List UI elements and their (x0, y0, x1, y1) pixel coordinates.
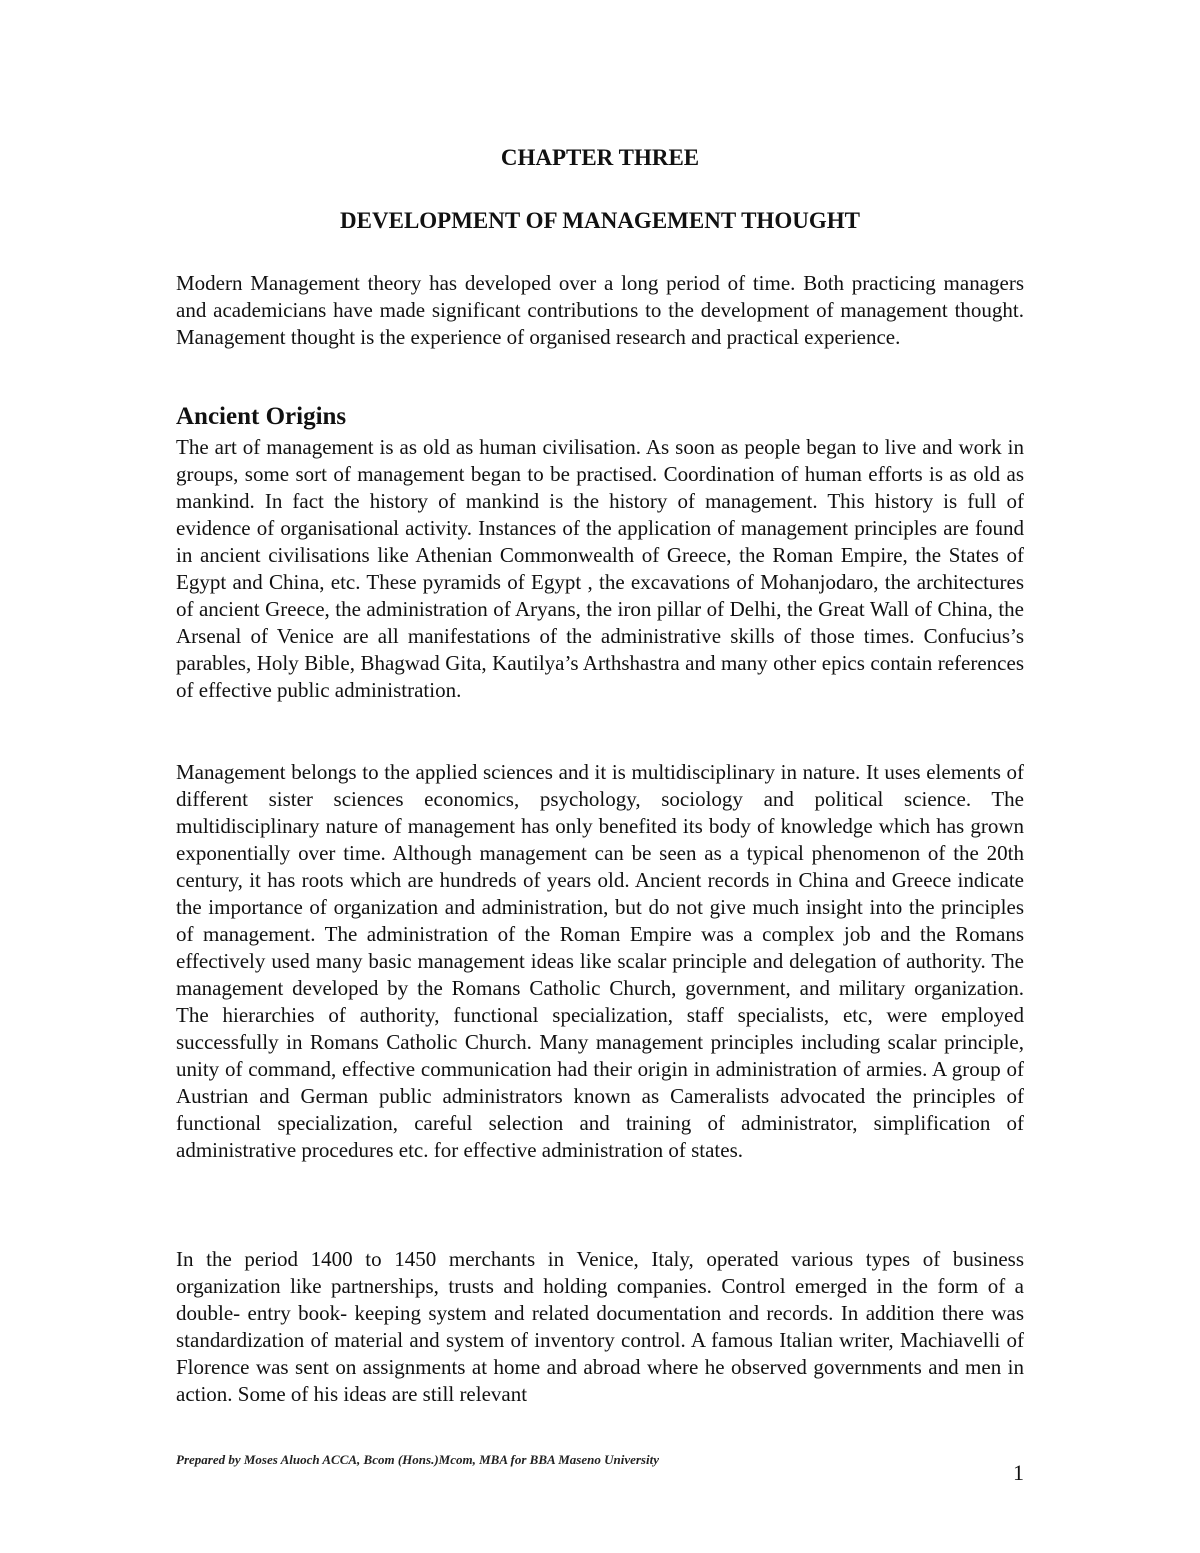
document-page (176, 0, 1024, 1553)
body-paragraph: In the period 1400 to 1450 merchants in Venice, Italy, operated various types of business organization like partnerships, trusts and holding companies. Control emerged in the form of a double- entry book- keeping system and related documentation and records. In addition there was standardization of material and system of inventory control. A famous Italian writer, Machiavelli of Florence was sent on assignments at home and abroad where he observed governments and men in action. Some of his ideas are still relevant (176, 1247, 1024, 1406)
document-title: DEVELOPMENT OF MANAGEMENT THOUGHT (340, 208, 860, 233)
chapter-title: CHAPTER THREE (500, 145, 700, 170)
intro-paragraph: Modern Management theory has developed over a long period of time. Both practicing managers and academicians have made significant contributions to the development of management thought. Management thought is the experience of organised research and practical experience. (176, 271, 1024, 349)
page-number: 1 (1013, 1460, 1024, 1485)
body-paragraph: Management belongs to the applied sciences and it is multidisciplinary in nature. It uses elements of different sister sciences economics, psychology, sociology and political science. The multidisciplinary nature of management has only benefited its body of knowledge which has grown exponentially over time. Although management can be seen as a typical phenomenon of the 20th century, it has roots which are hundreds of years old. Ancient records in China and Greece indicate the importance of organization and administration, but do not give much insight into the principles of management. The administration of the Roman Empire was a complex job and the Romans effectively used many basic management ideas like scalar principle and delegation of authority. The management developed by the Romans Catholic Church, government, and military organization. The hierarchies of authority, functional specialization, staff specialists, etc, were employed successfully in Romans Catholic Church. Many management principles including scalar principle, unity of command, effective communication had their origin in administration of armies. A group of Austrian and German public administrators known as Cameralists advocated the principles of functional specialization, careful selection and training of administrator, simplification of administrative procedures etc. for effective administration of states. (176, 760, 1024, 1162)
page-footer: Prepared by Moses Aluoch ACCA, Bcom (Hons.)Mcom, MBA for BBA Maseno University (176, 1452, 659, 1467)
body-paragraph: The art of management is as old as human civilisation. As soon as people began to live and work in groups, some sort of management began to be practised. Coordination of human efforts is as old as mankind. In fact the history of mankind is the history of management. This history is full of evidence of organisational activity. Instances of the application of management principles are found in ancient civilisations like Athenian Commonwealth of Greece, the Roman Empire, the States of Egypt and China, etc. These pyramids of Egypt , the excavations of Mohanjodaro, the architectures of ancient Greece, the administration of Aryans, the iron pillar of Delhi, the Great Wall of China, the Arsenal of Venice are all manifestations of the administrative skills of those times. Confucius’s parables, Holy Bible, Bhagwad Gita, Kautilya’s Arthshastra and many other epics contain references of effective public administration. (176, 435, 1024, 702)
section-heading-ancient-origins: Ancient Origins (176, 403, 347, 430)
